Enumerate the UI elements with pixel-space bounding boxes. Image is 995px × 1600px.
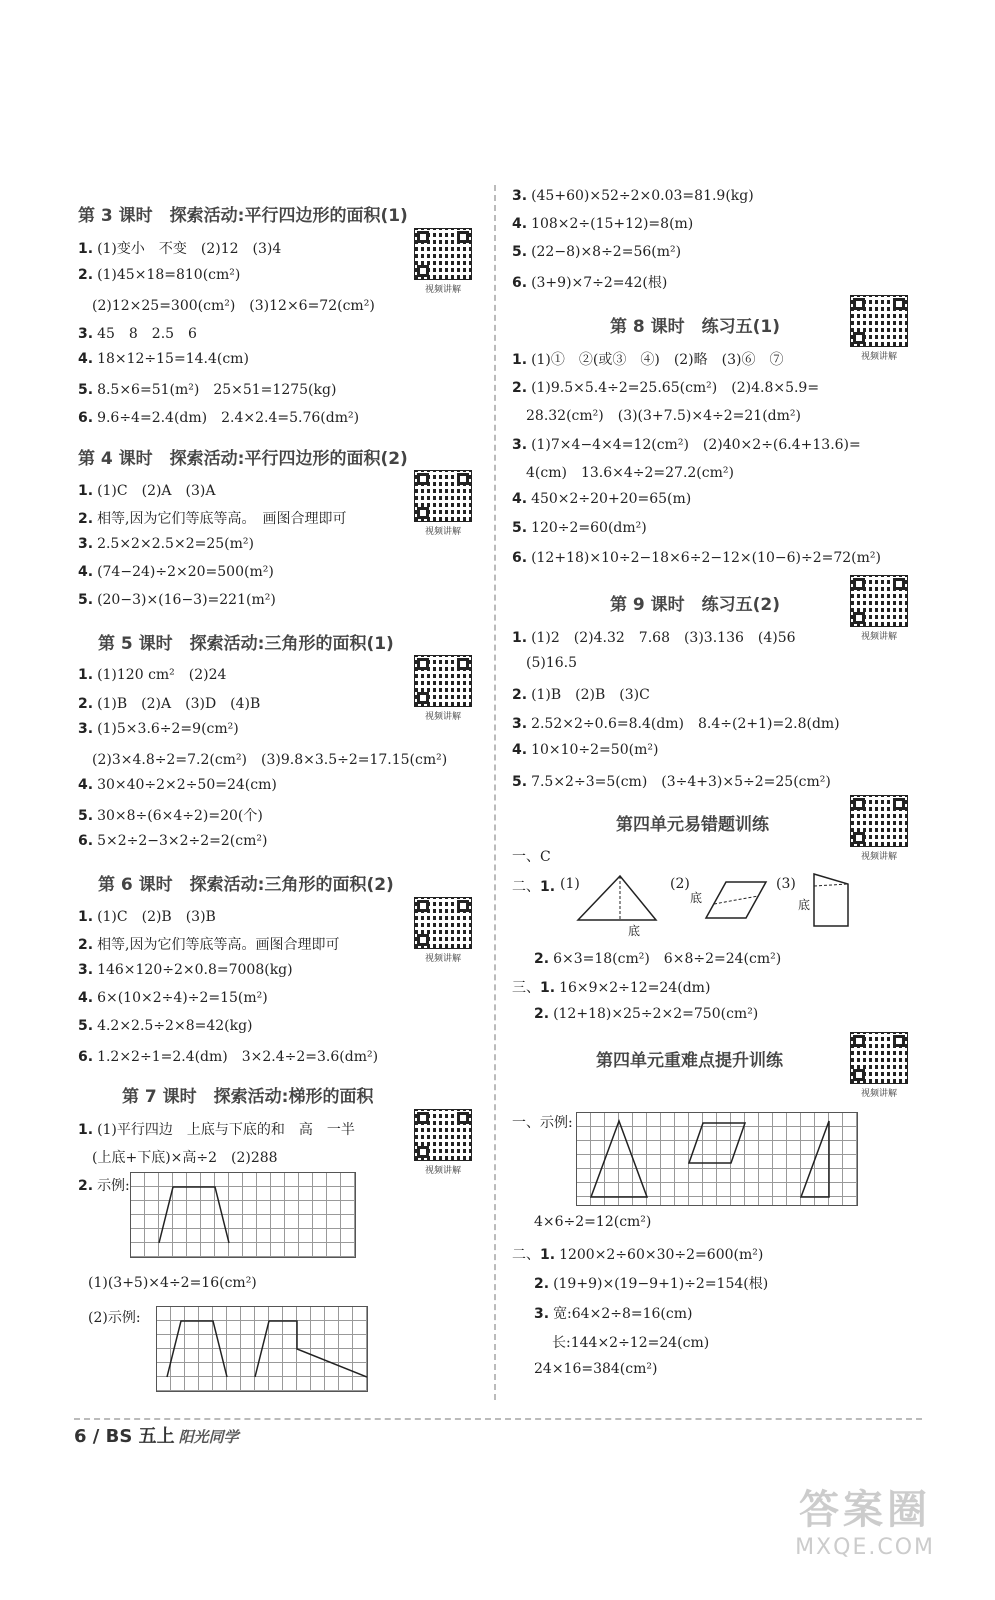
trapezoid-grid-2 (156, 1306, 368, 1392)
answer-line: 4. 450×2÷20+20=65(m) (512, 491, 692, 507)
answer-line: 二、1. 1200×2÷60×30÷2=600(m²) (512, 1247, 764, 1263)
answer-line: 2. (19+9)×(19−9+1)÷2=154(根) (534, 1276, 769, 1292)
base-label: 底 (798, 898, 811, 912)
answer-line: 2. (1)45×18=810(cm²) (78, 267, 241, 283)
answer-line: 6. (3+9)×7÷2=42(根) (512, 275, 668, 291)
figure-label: (3) (776, 876, 796, 892)
answer-line: 5. 8.5×6=51(m²) 25×51=1275(kg) (78, 382, 337, 398)
qr-code[interactable]: 视频讲解 (850, 295, 908, 362)
answer-line: 4. 18×12÷15=14.4(cm) (78, 351, 249, 367)
figure-label: (1) (560, 876, 580, 892)
answer-line: 3. 45 8 2.5 6 (78, 326, 197, 342)
answer-line: 3. 宽:64×2÷8=16(cm) (534, 1306, 693, 1322)
answer-line: 长:144×2÷12=24(cm) (552, 1335, 710, 1351)
answer-line: 3. 2.52×2÷0.6=8.4(dm) 8.4÷(2+1)=2.8(dm) (512, 716, 840, 732)
answer-figures (577, 1113, 857, 1205)
answer-line: (5)16.5 (526, 655, 578, 671)
answer-line: 2. (12+18)×25÷2×2=750(cm²) (534, 1006, 759, 1022)
answer-line: 1. (1)平行四边 上底与下底的和 高 一半 (78, 1122, 355, 1138)
triangle-figure (572, 872, 662, 932)
answer-line: (2)示例: (88, 1310, 141, 1326)
answer-line: 5. 30×8÷(6×4÷2)=20(个) (78, 808, 263, 824)
base-label: 底 (628, 924, 641, 938)
answer-line: (2)3×4.8÷2=7.2(cm²) (3)9.8×3.5÷2=17.15(cm²) (92, 752, 448, 768)
answer-line: (1)(3+5)×4÷2=16(cm²) (88, 1275, 257, 1291)
answer-line: 6. (12+18)×10÷2−18×6÷2−12×(10−6)÷2=72(m²) (512, 550, 881, 566)
answer-line: 2. (1)B (2)A (3)D (4)B (78, 696, 261, 712)
section-title: 第 5 课时 探索活动:三角形的面积(1) (98, 634, 394, 654)
trapezoid-grid (130, 1172, 356, 1258)
qr-code[interactable]: 视频讲解 (414, 655, 472, 722)
trapezoid-figure-2 (157, 1307, 367, 1391)
section-title: 第 9 课时 练习五(2) (610, 595, 781, 615)
answer-line: 1. (1)C (2)B (3)B (78, 909, 216, 925)
answer-line: 一、示例: (512, 1115, 573, 1131)
answer-line: 一、C (512, 849, 551, 865)
section-title: 第四单元易错题训练 (616, 815, 769, 835)
qr-code[interactable]: 视频讲解 (414, 228, 472, 295)
answer-line: 4(cm) 13.6×4÷2=27.2(cm²) (526, 465, 734, 481)
answer-line: (上底+下底)×高÷2 (2)288 (92, 1150, 278, 1166)
trapezoid-figure (131, 1173, 355, 1257)
answer-line: 5. (20−3)×(16−3)=221(m²) (78, 592, 276, 608)
answer-line: 4. 30×40÷2×2÷50=24(cm) (78, 777, 277, 793)
page-footer: 6 / BS 五上 阳光同学 (74, 1426, 239, 1447)
base-label: 底 (690, 891, 703, 905)
section-title: 第 4 课时 探索活动:平行四边形的面积(2) (78, 449, 408, 469)
qr-code[interactable]: 视频讲解 (414, 1109, 472, 1176)
answer-line: 2. (1)B (2)B (3)C (512, 687, 650, 703)
section-title: 第四单元重难点提升训练 (596, 1051, 783, 1071)
qr-code[interactable]: 视频讲解 (850, 575, 908, 642)
answer-line: 1. (1)C (2)A (3)A (78, 483, 216, 499)
answer-line: 1. (1)① ②(或③ ④) (2)略 (3)⑥ ⑦ (512, 352, 784, 368)
answer-line: 5. 7.5×2÷3=5(cm) (3÷4+3)×5÷2=25(cm²) (512, 774, 831, 790)
answer-line: 5. (22−8)×8÷2=56(m²) (512, 244, 682, 260)
answer-line: 3. (1)7×4−4×4=12(cm²) (2)40×2÷(6.4+13.6)= (512, 437, 861, 453)
answer-line: 3. (45+60)×52÷2×0.03=81.9(kg) (512, 188, 754, 204)
answer-line: 5. 4.2×2.5÷2×8=42(kg) (78, 1018, 253, 1034)
column-divider (494, 185, 496, 1400)
answer-line: 二、1. (512, 879, 556, 895)
answer-line: 2. 相等,因为它们等底等高。画图合理即可 (78, 937, 340, 953)
answer-line: 1. (1)120 cm² (2)24 (78, 667, 227, 683)
trapezoid-figure-3 (808, 870, 858, 930)
section-title: 第 7 课时 探索活动:梯形的面积 (122, 1087, 374, 1107)
section-title: 第 6 课时 探索活动:三角形的面积(2) (98, 875, 394, 895)
answer-line: 三、1. 16×9×2÷12=24(dm) (512, 980, 711, 996)
answer-line: 2. 相等,因为它们等底等高。 画图合理即可 (78, 511, 347, 527)
answer-line: 3. (1)5×3.6÷2=9(cm²) (78, 721, 239, 737)
watermark: 答案圈 MXQE.COM (795, 1487, 935, 1560)
parallelogram-figure (702, 878, 772, 928)
figure-label: (2) (670, 876, 690, 892)
answer-line: 4. 10×10÷2=50(m²) (512, 742, 659, 758)
qr-code[interactable]: 视频讲解 (850, 795, 908, 862)
answer-line: 6. 9.6÷4=2.4(dm) 2.4×2.4=5.76(dm²) (78, 410, 360, 426)
answer-line: 3. 146×120÷2×0.8=7008(kg) (78, 962, 293, 978)
answer-line: 6. 1.2×2÷1=2.4(dm) 3×2.4÷2=3.6(dm²) (78, 1049, 379, 1065)
section-title: 第 8 课时 练习五(1) (610, 317, 781, 337)
answer-grid (576, 1112, 858, 1206)
answer-line: 4. 108×2÷(15+12)=8(m) (512, 216, 694, 232)
answer-line: 28.32(cm²) (3)(3+7.5)×4÷2=21(dm²) (526, 408, 801, 424)
answer-line: 2. 6×3=18(cm²) 6×8÷2=24(cm²) (534, 951, 782, 967)
answer-line: 24×16=384(cm²) (534, 1361, 658, 1377)
qr-code[interactable]: 视频讲解 (414, 470, 472, 537)
answer-line: 2. 示例: (78, 1178, 130, 1194)
answer-line: 1. (1)变小 不变 (2)12 (3)4 (78, 241, 282, 257)
section-title: 第 3 课时 探索活动:平行四边形的面积(1) (78, 206, 408, 226)
answer-line: 4. 6×(10×2÷4)÷2=15(m²) (78, 990, 268, 1006)
qr-code[interactable]: 视频讲解 (850, 1032, 908, 1099)
qr-code[interactable]: 视频讲解 (414, 897, 472, 964)
footer-rule (74, 1418, 922, 1420)
answer-line: 4×6÷2=12(cm²) (534, 1214, 652, 1230)
answer-line: 4. (74−24)÷2×20=500(m²) (78, 564, 274, 580)
answer-line: 2. (1)9.5×5.4÷2=25.65(cm²) (2)4.8×5.9= (512, 380, 820, 396)
answer-line: (2)12×25=300(cm²) (3)12×6=72(cm²) (92, 298, 375, 314)
answer-line: 3. 2.5×2×2.5×2=25(m²) (78, 536, 254, 552)
answer-line: 6. 5×2÷2−3×2÷2=2(cm²) (78, 833, 268, 849)
answer-line: 5. 120÷2=60(dm²) (512, 520, 647, 536)
answer-line: 1. (1)2 (2)4.32 7.68 (3)3.136 (4)56 (512, 630, 796, 646)
